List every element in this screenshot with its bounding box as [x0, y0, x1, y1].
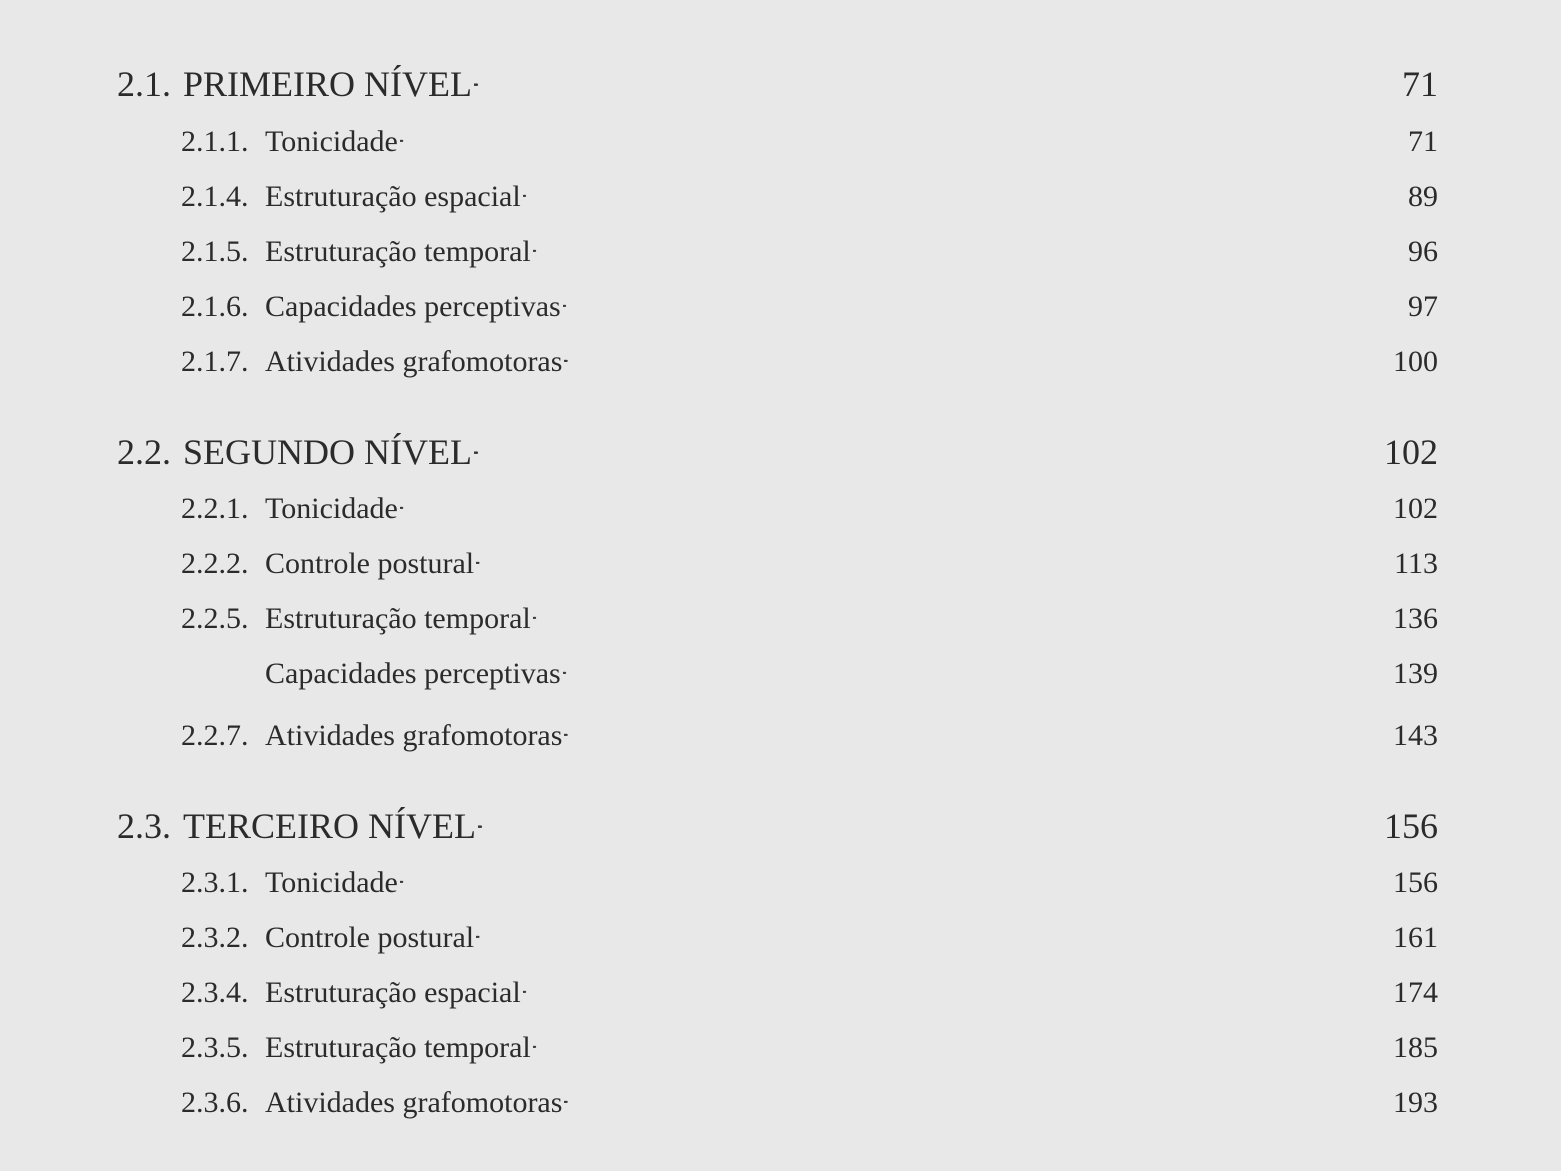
subsection-number: 2.1.5.: [181, 235, 249, 268]
toc-section-row[interactable]: [117, 802, 1438, 847]
subsection-title: Controle postural: [265, 921, 475, 954]
dot-leader: [563, 653, 1368, 683]
dot-leader: [400, 121, 1368, 151]
page-number: 139: [1393, 657, 1438, 690]
subsection-number: 2.3.4.: [181, 976, 249, 1009]
dot-leader: [533, 231, 1368, 261]
subsection-number: 2.2.5.: [181, 602, 249, 635]
subsection-title: Atividades grafomotoras: [265, 345, 563, 378]
subsection-title: Tonicidade: [265, 866, 398, 899]
toc-subsection-row[interactable]: [181, 862, 1438, 900]
toc-subsection-row[interactable]: [181, 543, 1438, 581]
toc-section-row[interactable]: [117, 428, 1438, 473]
toc-subsection-row[interactable]: [181, 488, 1438, 526]
page-number: 193: [1393, 1086, 1438, 1119]
subsection-title: Atividades grafomotoras: [265, 1086, 563, 1119]
page-number: 156: [1393, 866, 1438, 899]
subsection-title: Estruturação espacial: [265, 976, 521, 1009]
dot-leader: [564, 341, 1368, 371]
toc-subsection-row[interactable]: [181, 715, 1438, 753]
subsection-title: Capacidades perceptivas: [265, 290, 561, 323]
subsection-title: Estruturação temporal: [265, 602, 531, 635]
page-number: 71: [1408, 125, 1438, 158]
subsection-title: Tonicidade: [265, 492, 398, 525]
dot-leader: [564, 715, 1368, 745]
subsection-title: Atividades grafomotoras: [265, 719, 563, 752]
toc-subsection-row[interactable]: [181, 231, 1438, 269]
page-number: 71: [1402, 64, 1438, 104]
page-number: 102: [1393, 492, 1438, 525]
section-title: SEGUNDO NÍVEL: [183, 432, 472, 472]
dot-leader: [523, 972, 1368, 1002]
dot-leader: [474, 60, 1368, 96]
toc-subsection-row[interactable]: [181, 598, 1438, 636]
subsection-number: 2.2.1.: [181, 492, 249, 525]
toc-subsection-row[interactable]: [181, 341, 1438, 379]
subsection-title: Capacidades perceptivas: [265, 657, 561, 690]
page-number: 89: [1408, 180, 1438, 213]
section-number: 2.2.: [117, 432, 171, 472]
dot-leader: [533, 598, 1368, 628]
section-number: 2.1.: [117, 64, 171, 104]
subsection-title: Estruturação temporal: [265, 235, 531, 268]
page-number: 143: [1393, 719, 1438, 752]
subsection-number: 2.3.1.: [181, 866, 249, 899]
subsection-number: 2.1.1.: [181, 125, 249, 158]
subsection-title: Estruturação espacial: [265, 180, 521, 213]
toc-subsection-row[interactable]: [181, 176, 1438, 214]
page-number: 136: [1393, 602, 1438, 635]
subsection-number: 2.3.5.: [181, 1031, 249, 1064]
dot-leader: [563, 286, 1368, 316]
subsection-title: Tonicidade: [265, 125, 398, 158]
toc-subsection-row[interactable]: [181, 286, 1438, 324]
page-number: 102: [1384, 432, 1438, 472]
dot-leader: [478, 802, 1368, 838]
subsection-number: 2.2.7.: [181, 719, 249, 752]
page-number: 96: [1408, 235, 1438, 268]
page-number: 100: [1393, 345, 1438, 378]
section-number: 2.3.: [117, 806, 171, 846]
page-number: 174: [1393, 976, 1438, 1009]
dot-leader: [564, 1082, 1368, 1112]
subsection-number: 2.2.2.: [181, 547, 249, 580]
toc-subsection-row[interactable]: [181, 1082, 1438, 1120]
subsection-number: 2.3.2.: [181, 921, 249, 954]
subsection-number: 2.1.7.: [181, 345, 249, 378]
toc-section-row[interactable]: [117, 60, 1438, 105]
dot-leader: [400, 488, 1368, 518]
page-number: 97: [1408, 290, 1438, 323]
toc-subsection-row[interactable]: [181, 1027, 1438, 1065]
page-number: 156: [1384, 806, 1438, 846]
dot-leader: [400, 862, 1368, 892]
subsection-number: 2.1.4.: [181, 180, 249, 213]
dot-leader: [476, 543, 1368, 573]
dot-leader: [476, 917, 1368, 947]
dot-leader: [533, 1027, 1368, 1057]
toc-subsection-row[interactable]: [181, 972, 1438, 1010]
page-number: 185: [1393, 1031, 1438, 1064]
subsection-number: 2.3.6.: [181, 1086, 249, 1119]
subsection-number: 2.1.6.: [181, 290, 249, 323]
toc-subsection-row[interactable]: [181, 121, 1438, 159]
dot-leader: [523, 176, 1368, 206]
subsection-title: Controle postural: [265, 547, 475, 580]
page-number: 113: [1394, 547, 1438, 580]
page-number: 161: [1393, 921, 1438, 954]
toc-subsection-row[interactable]: [181, 917, 1438, 955]
section-title: PRIMEIRO NÍVEL: [183, 64, 472, 104]
dot-leader: [474, 428, 1368, 464]
toc-subsection-row[interactable]: [181, 653, 1438, 691]
section-title: TERCEIRO NÍVEL: [183, 806, 476, 846]
subsection-title: Estruturação temporal: [265, 1031, 531, 1064]
